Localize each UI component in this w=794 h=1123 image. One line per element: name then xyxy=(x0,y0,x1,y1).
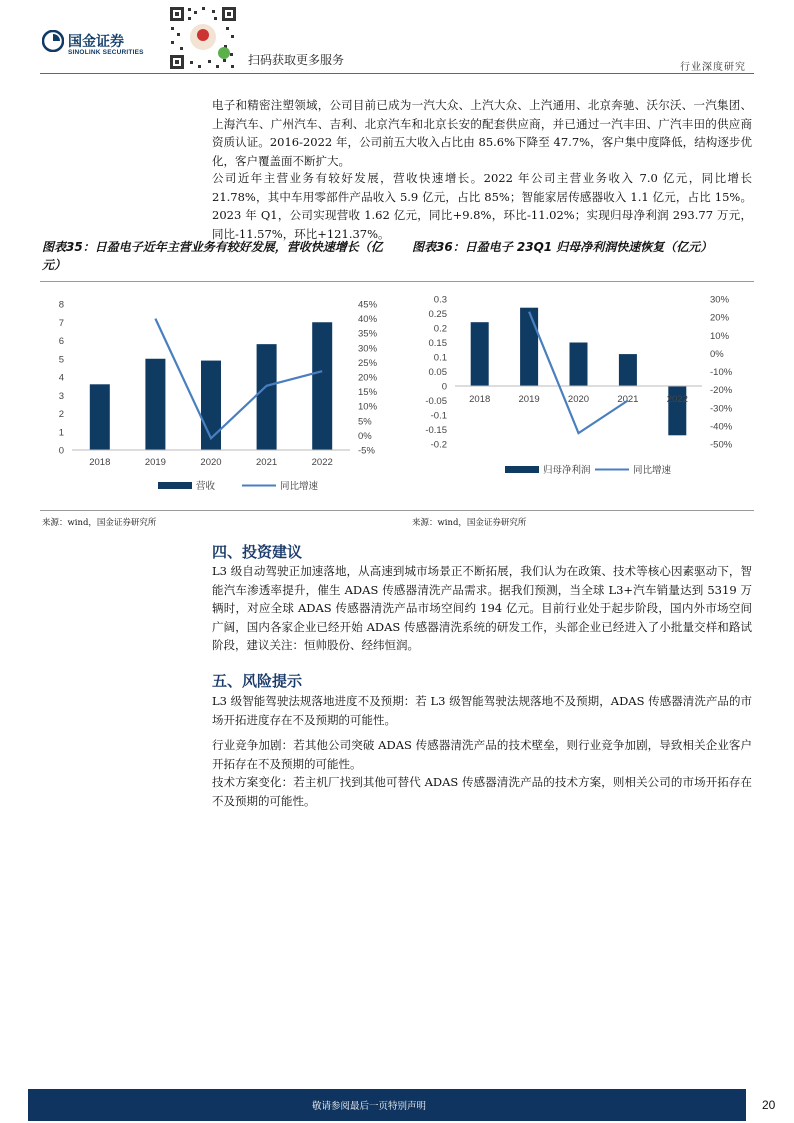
bar xyxy=(257,344,277,450)
y-tick-label: 8 xyxy=(58,299,64,311)
growth-rate-line xyxy=(155,319,322,439)
y2-tick-label: 40% xyxy=(358,314,378,326)
sinolink-logo-icon xyxy=(42,30,64,52)
legend-bar-label: 营收 xyxy=(196,481,216,492)
legend-line-label: 同比增速 xyxy=(280,481,319,492)
paragraph-customers: 电子和精密注塑领域，公司目前已成为一汽大众、上汽大众、上汽通用、北京奔驰、沃尔沃、一汽集团、上海汽车、广州汽车、吉利、北京汽车和北京长安的配套供应商，并已通过一汽丰田、广汽丰田的供应商资质认证。2016-2022 年，公司前五大收入占比由 85.6%下降至 47.7%，客户集中度降低，结构逐步优化，客户覆盖面不断扩大。 xyxy=(212,98,752,168)
risk-paragraph-technology: 技术方案变化：若主机厂找到其他可替代 ADAS 传感器清洗产品的技术方案，则相关公司的市场开拓存在不及预期的可能性。 xyxy=(212,775,752,808)
x-tick-label: 2021 xyxy=(617,394,639,405)
y-tick-label: 0 xyxy=(58,445,64,457)
y-tick-label: 0.25 xyxy=(428,309,447,320)
footer-disclaimer[interactable]: 敬请参阅最后一页特别声明 xyxy=(312,1101,427,1112)
legend-bar-swatch xyxy=(158,482,192,489)
risk-paragraph-regulation: L3 级智能驾驶法规落地进度不及预期：若 L3 级智能驾驶法规落地不及预期，ADAS 传感器清洗产品的市场开拓进度存在不及预期的可能性。 xyxy=(212,694,752,727)
figure-title-divider xyxy=(40,281,754,282)
y-tick-label: -0.15 xyxy=(425,425,447,436)
y2-tick-label: 10% xyxy=(710,330,730,342)
y2-tick-label: -10% xyxy=(710,367,733,378)
y-tick-label: 7 xyxy=(58,317,64,329)
y2-tick-label: 30% xyxy=(358,343,378,355)
y2-tick-label: -30% xyxy=(710,403,733,415)
y2-tick-label: 20% xyxy=(710,312,730,324)
scan-for-service-text: 扫码获取更多服务 xyxy=(248,53,345,67)
y-tick-label: 5 xyxy=(58,354,64,366)
figure35-source: 来源：wind，国金证券研究所 xyxy=(42,518,157,528)
y-tick-label: 6 xyxy=(58,336,64,347)
y2-tick-label: 35% xyxy=(358,328,378,340)
x-tick-label: 2018 xyxy=(469,394,491,405)
y-tick-label: -0.1 xyxy=(430,410,447,422)
source-divider xyxy=(40,510,754,511)
bar xyxy=(145,359,165,450)
report-type: 行业深度研究 xyxy=(680,62,746,73)
legend-bar-label: 归母净利润 xyxy=(543,465,591,476)
y2-tick-label: 0% xyxy=(710,348,724,360)
paragraph-revenue: 公司近年主营业务有较好发展，营收快速增长。2022 年公司主营业务收入 7.0 亿元，同比增长 21.78%，其中车用零部件产品收入 5.9 亿元，占比 85%；智能家居传感器收入 1.1 亿元，占比 15%。2023 年 Q1，公司实现营收 1.62 亿元，同比+9.8%，环比-11.02%；实现归母净利润 293.77 万元，同比-11.57%，环比+121.37%。 xyxy=(212,171,752,241)
section4-paragraph: L3 级自动驾驶正加速落地，从高速到城市场景正不断拓展，我们认为在政策、技术等核心因素驱动下，智能汽车渗透率提升，催生 ADAS 传感器清洗产品需求。据我们预测，当全球 L3+汽车销量达到 5319 万辆时，对应全球 ADAS 传感器清洗产品市场空间约 194 亿元。目前行业处于起步阶段，国内外市场空间广阔，国内各家企业已经开始 ADAS 传感器清洗系统的研发工作，头部企业已经进入了小批量交样和路试阶段，建议关注：恒帅股份、经纬恒润。 xyxy=(212,564,752,652)
y2-tick-label: -20% xyxy=(710,385,733,397)
y-tick-label: 4 xyxy=(58,372,64,384)
section5-heading: 五、风险提示 xyxy=(212,672,303,690)
bar xyxy=(312,322,332,450)
y-tick-label: 2 xyxy=(58,409,64,420)
x-tick-label: 2022 xyxy=(666,394,688,405)
revenue-chart xyxy=(40,285,390,507)
x-tick-label: 2020 xyxy=(567,394,590,405)
y-tick-label: 0.15 xyxy=(428,338,447,349)
y2-tick-label: -40% xyxy=(710,421,733,433)
page-number: 20 xyxy=(762,1098,776,1112)
figure36-source: 来源：wind，国金证券研究所 xyxy=(412,518,527,528)
y2-tick-label: -5% xyxy=(358,445,375,457)
figure35-title: 图表35：日盈电子近年主营业务有较好发展，营收快速增长（亿元） xyxy=(42,240,383,272)
y2-tick-label: 20% xyxy=(358,372,378,384)
risk-paragraph-competition: 行业竞争加剧：若其他公司突破 ADAS 传感器清洗产品的技术壁垒，则行业竞争加剧，导致相关企业客户开拓存在不及预期的可能性。 xyxy=(212,738,752,771)
y-tick-label: -0.05 xyxy=(425,396,447,407)
bar xyxy=(90,384,110,450)
logo-cn: 国金证券 xyxy=(68,34,124,50)
y2-tick-label: -50% xyxy=(710,439,733,451)
y2-tick-label: 25% xyxy=(358,357,378,369)
y2-tick-label: 30% xyxy=(710,294,730,306)
legend-line-label: 同比增速 xyxy=(633,465,672,476)
y2-tick-label: 5% xyxy=(358,416,372,428)
y-tick-label: 0.2 xyxy=(433,323,447,335)
x-tick-label: 2022 xyxy=(311,457,333,468)
x-tick-label: 2018 xyxy=(89,457,111,468)
x-tick-label: 2019 xyxy=(144,457,166,468)
logo-en: SINOLINK SECURITIES xyxy=(68,49,144,56)
x-tick-label: 2021 xyxy=(256,457,278,468)
y2-tick-label: 0% xyxy=(358,430,372,442)
section4-heading: 四、投资建议 xyxy=(212,543,303,561)
figure36-title: 图表36：日盈电子 23Q1 归母净利润快速恢复（亿元） xyxy=(412,240,713,254)
y-tick-label: 3 xyxy=(58,390,64,402)
y2-tick-label: 15% xyxy=(358,387,378,399)
x-tick-label: 2019 xyxy=(518,394,540,405)
bar xyxy=(520,308,538,386)
y-tick-label: 0.3 xyxy=(433,294,447,306)
x-tick-label: 2020 xyxy=(200,457,222,468)
y-tick-label: 1 xyxy=(58,427,64,439)
y-tick-label: 0 xyxy=(441,381,447,393)
header-divider xyxy=(40,73,754,74)
y2-tick-label: 45% xyxy=(358,299,378,311)
y-tick-label: -0.2 xyxy=(430,439,447,451)
net-profit-chart xyxy=(410,285,755,507)
bar xyxy=(570,343,588,387)
bar xyxy=(471,322,489,386)
y-tick-label: 0.05 xyxy=(428,367,447,378)
qr-code-icon[interactable] xyxy=(168,5,238,71)
y2-tick-label: 10% xyxy=(358,401,378,413)
legend-bar-swatch xyxy=(505,466,539,473)
header xyxy=(0,0,794,75)
bar xyxy=(619,354,637,386)
y-tick-label: 0.1 xyxy=(433,352,447,364)
